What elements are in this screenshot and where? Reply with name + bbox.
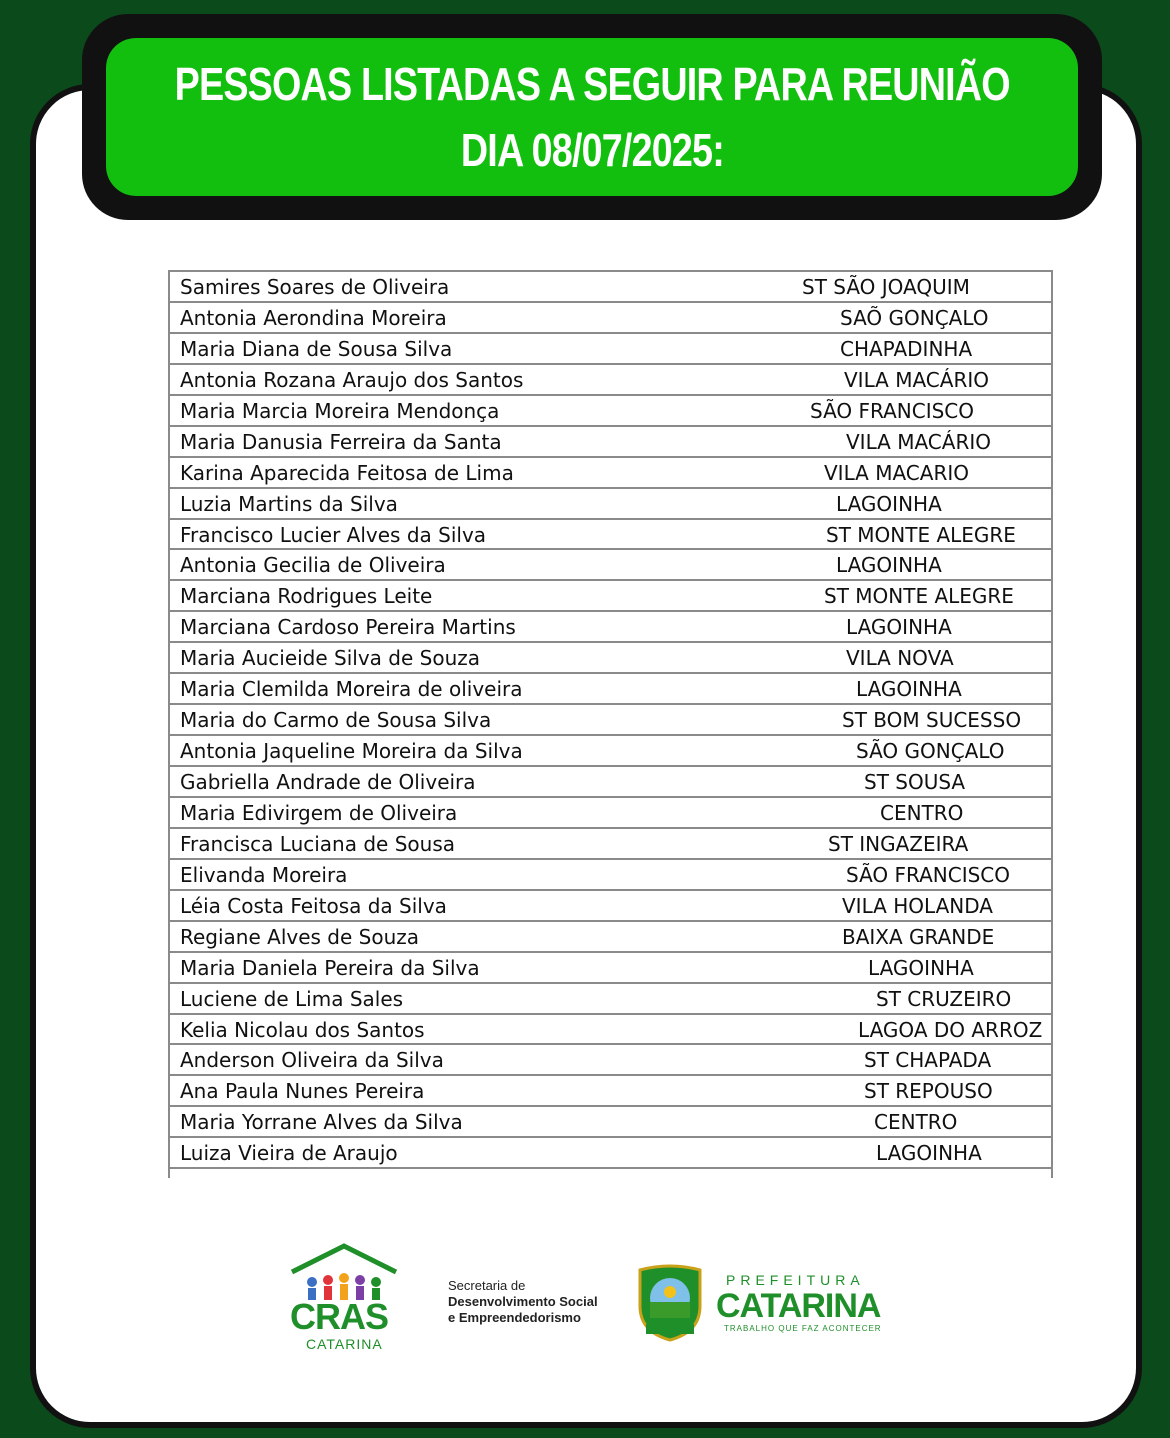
- person-location: VILA HOLANDA: [842, 893, 993, 918]
- prefeitura-label: PREFEITURA: [726, 1271, 865, 1288]
- table-row: [170, 1076, 1051, 1107]
- people-table: [168, 270, 1053, 1178]
- header-title-line1: PESSOAS LISTADAS A SEGUIR PARA REUNIÃO: [174, 58, 1010, 110]
- person-location: VILA MACÁRIO: [846, 429, 991, 454]
- prefeitura-slogan: TRABALHO QUE FAZ ACONTECER: [724, 1323, 882, 1333]
- table-row: [170, 612, 1051, 643]
- person-location: LAGOINHA: [876, 1141, 982, 1166]
- person-name: Ana Paula Nunes Pereira: [180, 1079, 425, 1104]
- person-name: Maria Yorrane Alves da Silva: [180, 1110, 463, 1135]
- person-location: ST CHAPADA: [864, 1048, 992, 1073]
- table-row: [170, 984, 1051, 1015]
- secretaria-line3: e Empreendedorismo: [448, 1310, 581, 1325]
- person-name: Kelia Nicolau dos Santos: [180, 1017, 425, 1042]
- person-name: Luiza Vieira de Araujo: [180, 1141, 398, 1166]
- table-row: [170, 550, 1051, 581]
- person-location: SÃO GONÇALO: [856, 739, 1005, 764]
- table-row: [170, 1138, 1051, 1169]
- person-name: Francisco Lucier Alves da Silva: [180, 522, 487, 547]
- header-title-line2: DIA 08/07/2025:: [460, 124, 724, 176]
- table-row: [170, 334, 1051, 365]
- person-location: ST BOM SUCESSO: [842, 708, 1022, 733]
- person-location: ST MONTE ALEGRE: [826, 522, 1016, 547]
- table-row: [170, 674, 1051, 705]
- table-row: [170, 520, 1051, 551]
- person-location: LAGOINHA: [846, 615, 952, 640]
- person-location: BAIXA GRANDE: [842, 924, 995, 949]
- table-row: [170, 922, 1051, 953]
- person-location: ST INGAZEIRA: [828, 831, 969, 856]
- person-location: SAÕ GONÇALO: [840, 305, 989, 330]
- person-name: Maria Aucieide Silva de Souza: [180, 646, 481, 671]
- person-location: ST SÃO JOAQUIM: [802, 275, 970, 299]
- person-name: Luzia Martins da Silva: [180, 491, 398, 516]
- table-row: [170, 860, 1051, 891]
- person-location: LAGOA DO ARROZ: [858, 1017, 1043, 1042]
- secretaria-text: [448, 1278, 620, 1326]
- person-name: Maria Marcia Moreira Mendonça: [180, 398, 500, 423]
- person-location: LAGOINHA: [836, 553, 942, 578]
- person-location: VILA MACÁRIO: [844, 367, 989, 392]
- table-row: [170, 798, 1051, 829]
- table-row: [170, 458, 1051, 489]
- cras-wordmark: CRAS: [290, 1296, 389, 1337]
- person-name: Maria Danusia Ferreira da Santa: [180, 429, 502, 454]
- secretaria-line2: Desenvolvimento Social: [448, 1294, 598, 1309]
- prefeitura-logo: [716, 1272, 882, 1333]
- person-location: ST SOUSA: [864, 770, 966, 794]
- person-location: SÃO FRANCISCO: [846, 862, 1010, 887]
- table-row: [170, 705, 1051, 736]
- catarina-wordmark: CATARINA: [716, 1286, 881, 1325]
- catarina-crest-icon: [634, 1262, 706, 1342]
- person-name: Anderson Oliveira da Silva: [180, 1048, 444, 1073]
- person-name: Maria Diana de Sousa Silva: [180, 336, 453, 361]
- person-name: Léia Costa Feitosa da Silva: [180, 893, 447, 918]
- person-location: LAGOINHA: [856, 677, 962, 702]
- table-row: [170, 1015, 1051, 1046]
- person-location: CENTRO: [874, 1110, 958, 1135]
- person-location: VILA NOVA: [846, 646, 954, 671]
- person-name: Antonia Aerondina Moreira: [180, 305, 447, 330]
- table-row: [170, 303, 1051, 334]
- table-row: [170, 736, 1051, 767]
- person-location: LAGOINHA: [836, 491, 942, 516]
- table-row: [170, 953, 1051, 984]
- table-row: [170, 272, 1051, 303]
- table-row: [170, 767, 1051, 798]
- table-row: [170, 427, 1051, 458]
- table-row: [170, 1107, 1051, 1138]
- person-name: Elivanda Moreira: [180, 862, 348, 887]
- person-name: Marciana Rodrigues Leite: [180, 584, 433, 609]
- person-name: Karina Aparecida Feitosa de Lima: [180, 460, 514, 485]
- person-name: Antonia Jaqueline Moreira da Silva: [180, 739, 523, 764]
- person-name: Antonia Rozana Araujo dos Santos: [180, 367, 524, 392]
- person-name: Maria Daniela Pereira da Silva: [180, 955, 480, 980]
- table-row: [170, 829, 1051, 860]
- secretaria-line1: Secretaria de: [448, 1278, 526, 1293]
- person-location: LAGOINHA: [868, 955, 974, 980]
- person-location: CENTRO: [880, 800, 964, 825]
- table-row: [170, 489, 1051, 520]
- person-name: Regiane Alves de Souza: [180, 924, 420, 949]
- table-row: [170, 581, 1051, 612]
- person-location: CHAPADINHA: [840, 336, 973, 361]
- person-name: Marciana Cardoso Pereira Martins: [180, 615, 516, 640]
- table-row: [170, 891, 1051, 922]
- person-location: ST CRUZEIRO: [876, 986, 1012, 1011]
- person-location: ST MONTE ALEGRE: [824, 584, 1014, 609]
- header-banner: [106, 38, 1078, 196]
- person-location: ST REPOUSO: [864, 1079, 993, 1104]
- person-name: Maria do Carmo de Sousa Silva: [180, 708, 492, 733]
- cras-logo: [282, 1242, 412, 1362]
- person-name: Francisca Luciana de Sousa: [180, 831, 455, 856]
- person-location: SÃO FRANCISCO: [810, 398, 974, 423]
- cras-subtitle: CATARINA: [306, 1336, 383, 1352]
- person-name: Samires Soares de Oliveira: [180, 275, 450, 299]
- footer-logos: [282, 1232, 888, 1372]
- person-name: Maria Edivirgem de Oliveira: [180, 800, 458, 825]
- house-icon: [282, 1242, 412, 1302]
- person-location: VILA MACARIO: [824, 460, 969, 485]
- table-row: [170, 396, 1051, 427]
- person-name: Luciene de Lima Sales: [180, 986, 404, 1011]
- person-name: Gabriella Andrade de Oliveira: [180, 770, 476, 794]
- person-name: Maria Clemilda Moreira de oliveira: [180, 677, 523, 702]
- person-name: Antonia Gecilia de Oliveira: [180, 553, 446, 578]
- table-row: [170, 365, 1051, 396]
- table-row: [170, 643, 1051, 674]
- table-row: [170, 1045, 1051, 1076]
